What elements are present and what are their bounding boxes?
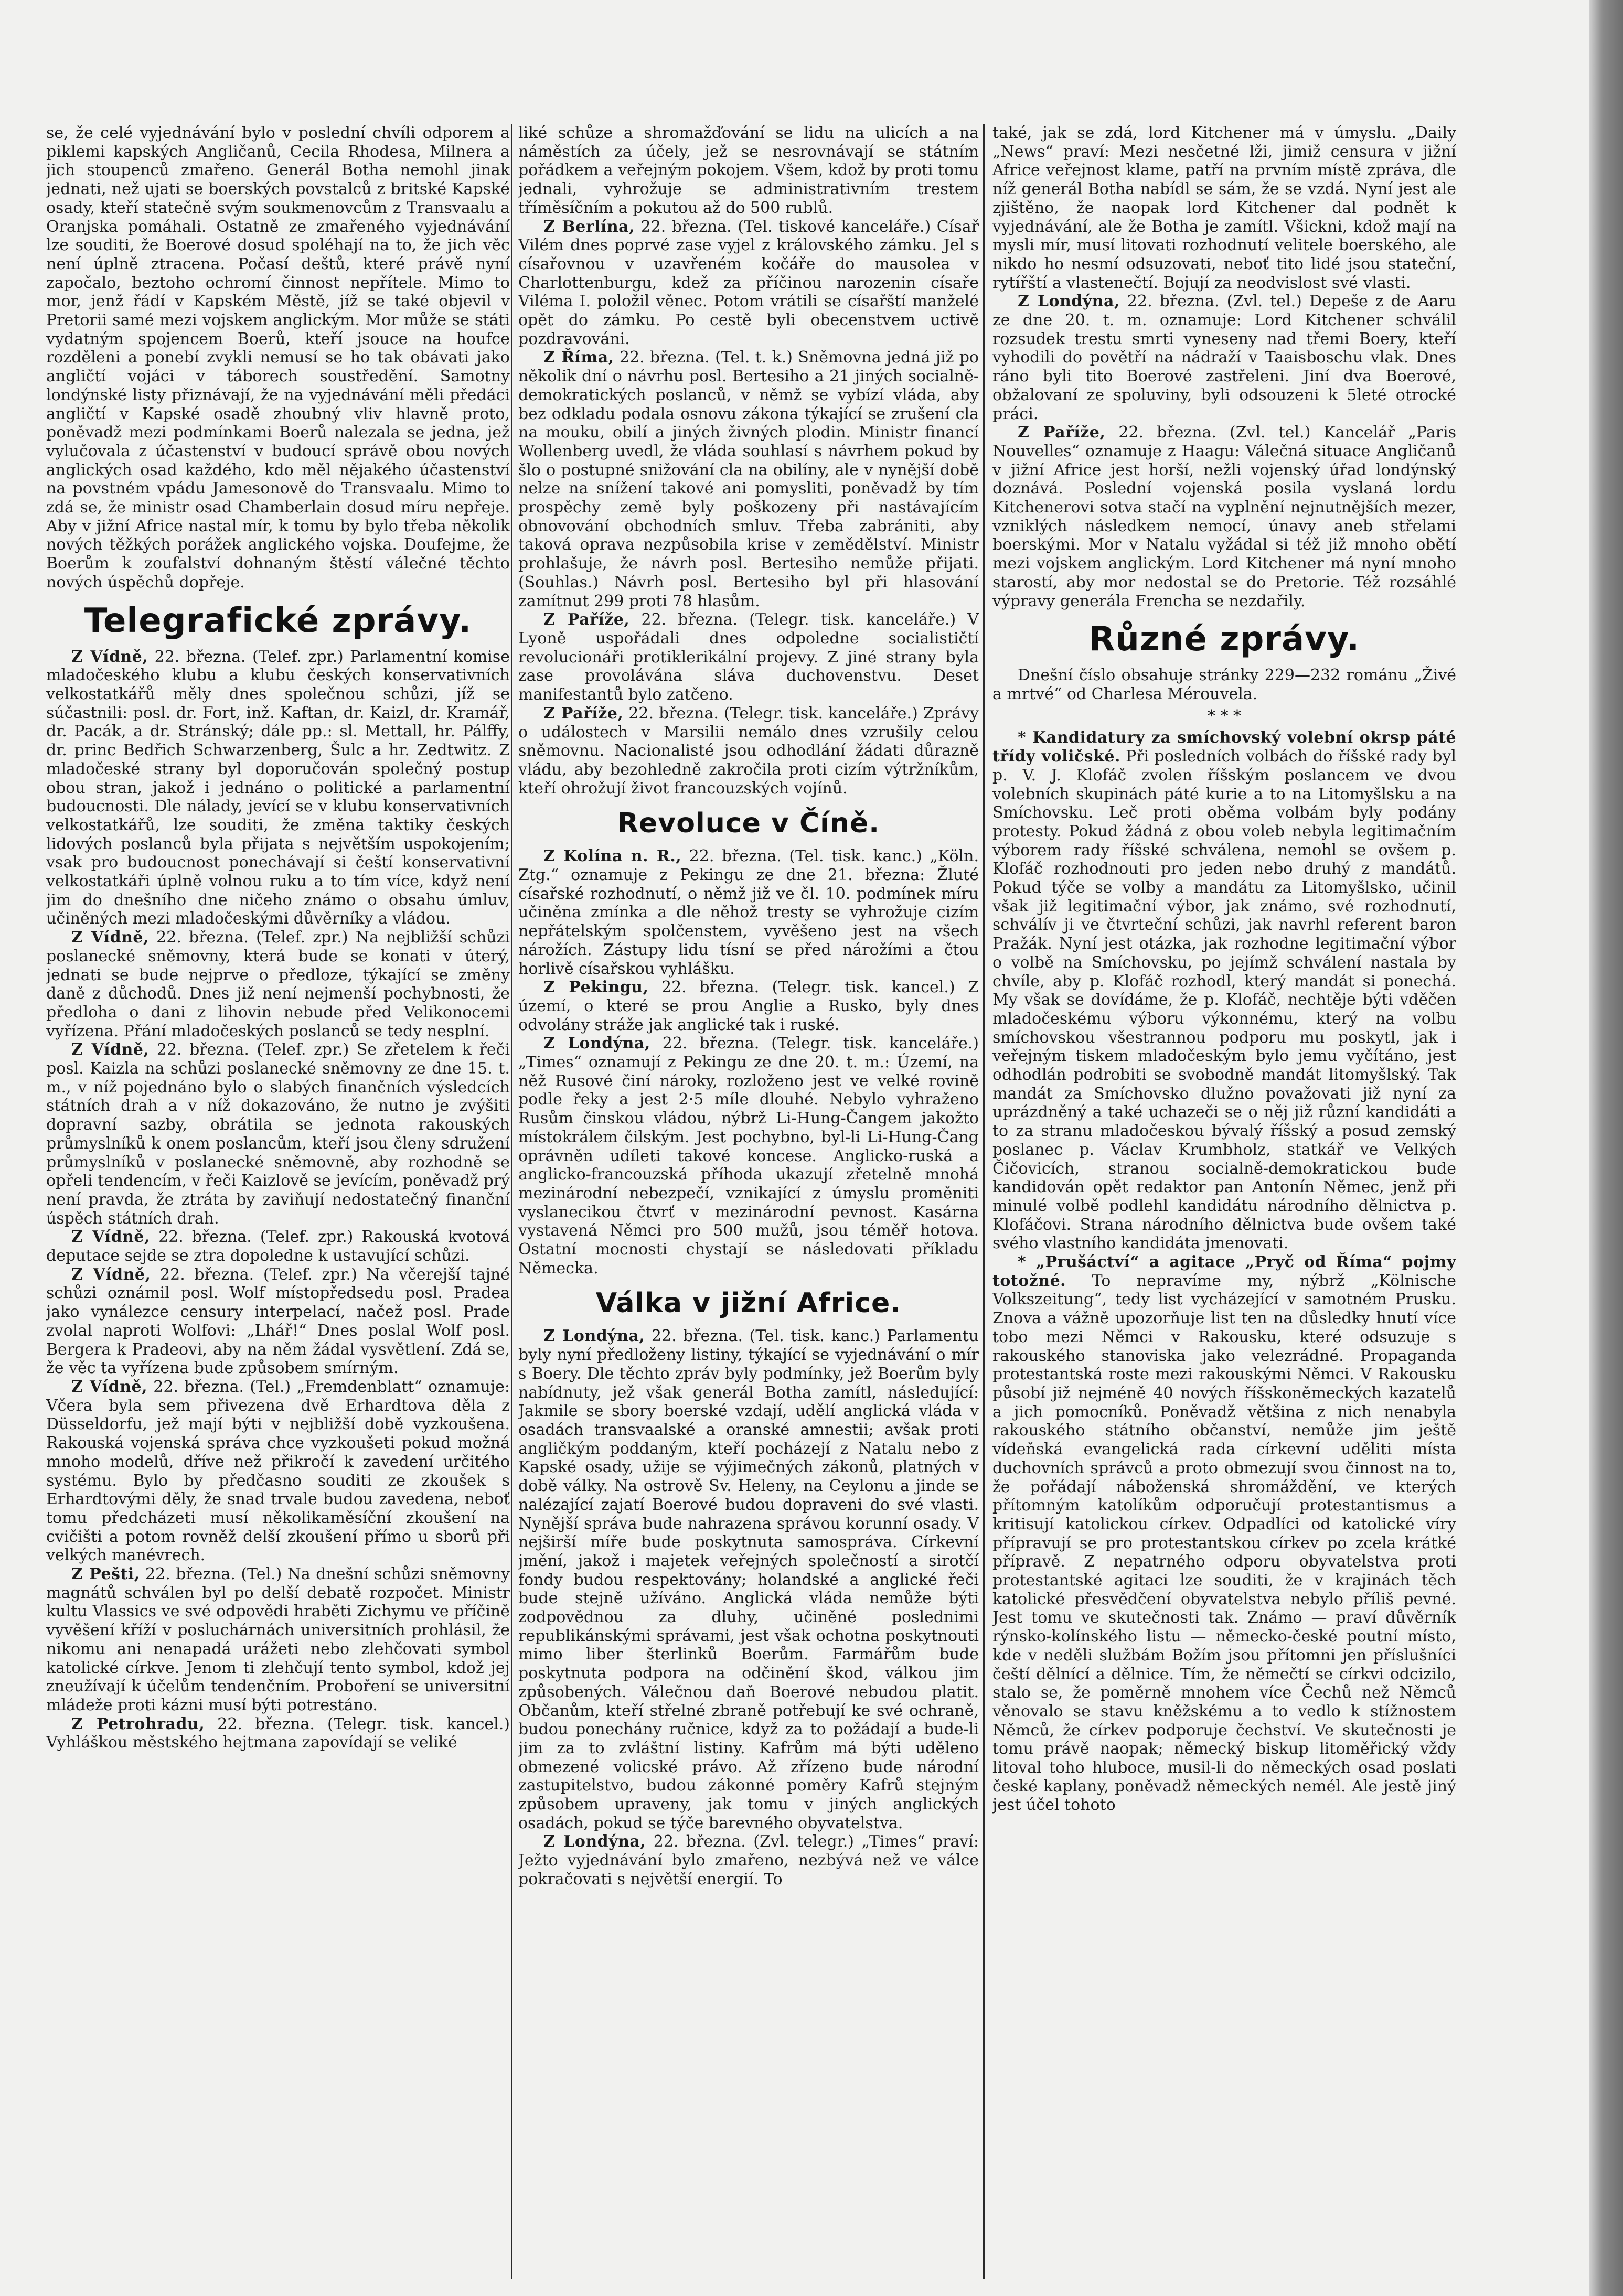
news-text: 22. března. (Telef. zpr.) Na nejbližší schůzi poslanecké sněmovny, která bude se konati v úterý, jednati se bude nejprve o předloze, týkající se změny daně z důchodů. Dnes již není nejmenší pochybnosti, že předloha o dani z lihovin nebude před Velikonocemi vyřízena. Přání mladočeských poslanců se tedy nesplní.	[46, 928, 510, 1040]
news-text: 22. března. (Telef. zpr.) Parlamentní komise mladočeského klubu a klubu českých konservativních velkostatkářů měly dnes společnou schůzi, jíž se súčastnili: posl. dr. Fort, inž. Kaftan, dr. Kaizl, dr. Kramář, dr. Pacák, a dr. Stránský; dále pp.: sl. Mettall, hr. Pálffy, dr. princ Bedřich Schwarzenberg, Šulc a hr. Zedtwitz. Z mladočeské strany byl doporučován společný postup obou stran, jakož i jednáno o politické a parlamentní budoucnosti. Dle nálady, jevící se v klubu konservativních velkostatkářů, lze souditi, že změna taktiky českých lidových poslanců byla přijata s největším uspokojením; vsak pro budoucnost ponechávají si čeští konservativní velkostatkáři úplně volnou ruku a to tím více, když není jim do dnešního dne ničeho známo o obsahu úmluv, učiněných mezi mladočeskými důvěrníky a vládou.	[46, 647, 510, 928]
news-text: 22. března. (Telegr. tisk. kancel.) Vyhláškou městského hejtmana zapovídají se veliké	[46, 1714, 510, 1752]
dateline: Z Říma,	[543, 348, 614, 367]
column-2	[518, 124, 979, 2279]
dateline: Z Paříže,	[543, 704, 624, 723]
news-item	[46, 928, 510, 1040]
news-text: 22. března. (Telegr. tisk. kanceláře.) „Times“ oznamují z Pekingu ze dne 20. t. m.: Území, na něž Rusové činí nároky, rozloženo jest ve velké rovině podle řeky a jest 2·5 míle dlouhé. Nebylo vyhraženo Rusům činskou vládou, nýbrž Li-Hung-Čangem jakožto místokrálem čilským. Jest pochybno, byl-li Li-Hung-Čang oprávněn udíleti takové koncese. Anglicko-ruská a anglicko-francouzská příhoda ukazují zřetelně mnohá mezinárodní nebezpečí, vznikající z úmyslu proměniti vyslanecikou čtvrť v mezinárodní pevnost. Kasárna vystavená Němci pro 500 mužů, jsou téměř hotova. Ostatní mocnosti chystají se následovati příkladu Německa.	[518, 1034, 979, 1278]
article-continuation: liké schůze a shromažďování se lidu na ulicích a na náměstích za účely, jež se nesrovnávají se státním pořádkem a veřejným pokojem. Všem, kdož by proti tomu jednali, vyhrožuje se administrativním trestem tříměsíčním a pokutou až do 500 rublů.	[518, 124, 979, 217]
news-item	[46, 1378, 510, 1565]
news-item	[518, 1327, 979, 1832]
news-text: 22. března. (Telef. zpr.) Rakouská kvotová deputace sejde se ztra dopoledne k ustavující schůzi.	[46, 1228, 510, 1265]
section-heading-telegraph: Telegrafické zprávy.	[84, 601, 472, 640]
news-text: 22. března. (Telef. zpr.) Na včerejší tajné schůzi oznámil posl. Wolf místopředsedu posl. Pradea jako vynálezce censury interpelací, načež posl. Prade zvolal naproti Wolfovi: „Lhář!“ Dnes poslal Wolf posl. Bergera k Pradeovi, aby na něm žádal vysvětlení. Zdá se, že věc ta vyřízena bude způsobem smírným.	[46, 1265, 510, 1378]
news-item	[518, 218, 979, 349]
news-text: Při posledních volbách do říšské rady byl p. V. J. Klofáč zvolen říšským poslancem ve dvou volebních skupinách páté kurie a to na Litomyšlsku a na Smíchovsku. Leč proti oběma volbám byly podány protesty. Pokud žádná z obou voleb nebyla legitimačním výborem rady říšské schválena, nemohl se ovšem p. Klofáč rozhodnouti pro jeden nebo druhý z mandátů. Pokud týče se volby a mandátu za Litomyšlsko, učinil však již legitimační výbor, jak známo, své rozhodnutí, schválív ji ve čtvrteční schůzi, jak navrhl referent baron Pražák. Nyní jest otázka, jak rozhodne legitimační výbor o volbě na Smíchovsku, po jejímž schválení nastala by chvíle, aby p. Klofáč rozhodl, který mandát si ponechá. My však se dovídáme, že p. Klofáč, nechtěje býti vděčen mladočeskému výboru výkonnému, který na volbu smíchovskou všestrannou podporu mu poskytl, jak i veřejným tiskem mladočeským bylo jemu vyčítáno, jest odhodlán podrobiti se svobodně mandát litomyšlský. Tak mandát za Smíchovsko dlužno považovati již nyní za uprázdněný a také uchazeči se o něj již různí kandidáti a to za stranu mladočeskou bývalý říšský a posud zemský poslanec p. Václav Krumbholz, statkář ve Velkých Čičovicích, stranou socialně-demokratickou bude kandidován opět redaktor pan Antonín Němec, jenž při minulé volbě podlehl kandidátu národního dělnictva p. Klofáčovi. Strana národního dělnictva bude ovšem také svého vlastního kandidáta jmenovati.	[992, 747, 1456, 1253]
dateline: Z Londýna,	[543, 1034, 650, 1053]
news-item	[518, 1034, 979, 1278]
article-continuation: také, jak se zdá, lord Kitchener má v úmyslu. „Daily „News“ praví: Mezi nesčetné lži, jimiž censura v jižní Africe veřejnost klame, patří na prvním místě zpráva, dle níž generál Botha nabídl se sám, že se vzdá. Nyní jest ale zjištěno, že naopak lord Kitchener dal podnět k vyjednávání, ale že Botha je zamítl. Všickni, kdož mají na mysli mír, musí litovati rozhodnutí velitele boerského, ale nikdo ho nesmí odsuzovati, neboť tito lidé jsou stateční, rytířští a vlastenečtí. Bojují za neodvislost své vlasti.	[992, 124, 1456, 292]
page-edge-shadow	[1589, 0, 1623, 2296]
dateline: Z Vídně,	[71, 1265, 151, 1284]
news-text: 22. března. (Telef. zpr.) Se zřetelem k řeči posl. Kaizla na schůzi poslanecké sněmovny ze dne 15. t. m., v níž pojednáno bylo o slabých finančních výsledcích státních drah a v níž dokazováno, že nutno je zvýšiti dopravní sazby, obrátila se jednota rakouských průmyslníků k onem poslancům, kteří jsou členy sdružení průmyslníků v poslanecké sněmovně, aby rozhodně se opřeli tendencím, v řeči Kaizlově se jevícím, poněvadž prý není pravda, že ztráta by zaviňují nedostatečný finanční úspěch státních drah.	[46, 1040, 510, 1228]
news-item	[46, 1715, 510, 1752]
news-item	[46, 1265, 510, 1378]
dateline: Z Berlína,	[543, 217, 635, 236]
news-item	[518, 704, 979, 798]
news-text: 22. března. (Zvl. tel.) Depeše z de Aaru ze dne 20. t. m. oznamuje: Lord Kitchener schválil rozsudek trestu smrti vyneseny nad třemi Boery, kteří vyhodili do povětří na nádraží v Taaisboschu vlak. Dnes ráno byli tito Boerové zastřeleni. Jiní dva Boerové, obžalovaní ze spoluviny, byli odsouzeni k 5leté otrocké práci.	[992, 292, 1456, 423]
column-3	[992, 124, 1456, 2279]
column-divider	[511, 124, 512, 2279]
section-heading-china: Revoluce v Číně.	[617, 808, 880, 840]
news-item	[46, 1040, 510, 1228]
news-item	[518, 610, 979, 704]
news-item	[992, 728, 1456, 1253]
news-item	[992, 423, 1456, 610]
dateline: Z Londýna,	[543, 1832, 646, 1851]
dateline: Z Paříže,	[1018, 423, 1106, 442]
news-item	[518, 348, 979, 610]
dateline: Z Kolína n. R.,	[543, 847, 682, 866]
dateline: Z Londýna,	[1018, 292, 1120, 311]
news-text: 22. března. (Tel.) „Fremdenblatt“ oznamuje: Včera byla sem přivezena dvě Erhardtova děla z Düsseldorfu, jež mají býti v nejbližší době vyzkoušena. Rakouská vojenská správa chce vyzkoušeti pokud možná mnoho modelů, dříve než přikročí k zavedení určitého systému. Bylo by předčasno souditi ze zkoušek s Erhardtovými děly, že snad trvale budou zavedena, neboť tomu předcházeti musí několikaměsíční zkoušení na cvičišti a potom rovněž delší zkoušení přímo u sborů při velkých manévrech.	[46, 1378, 510, 1565]
news-text: 22. března. (Telegr. tisk. kanceláře.) Zprávy o událostech v Marsilii nemálo dnes vzrušily celou sněmovnu. Nacionalisté jsou odhodlání žádati důrazně vládu, aby bezohledně zakročila proti cizím výtržníkům, kteří ohrožují život francouzských vojínů.	[518, 704, 979, 798]
news-item	[46, 648, 510, 929]
news-text: 22. března. (Tel. tiskové kanceláře.) Císař Vilém dnes poprvé zase vyjel z královského zámku. Jel s císařovnou v uzavřeném kočáře do mausolea v Charlottenburgu, kdež za příčinou narozenin císaře Viléma I. položil věnec. Potom vrátili se císařští manželé opět do zámku. Po cestě byli obecenstvem uctivě pozdravováni.	[518, 217, 979, 348]
news-text: 22. března. (Zvl. tel.) Kancelář „Paris Nouvelles“ oznamuje z Haagu: Válečná situace Angličanů v jižní Africe jest horší, nežli vojenský úřad londýnský doznává. Poslední vojenská posila vyslaná lordu Kitchenerovi sotva stačí na vyplnění nejnutnějších mezer, vzniklých následkem nemocí, únavy aneb střelami boerskými. Mor v Natalu vyžádal si též již mnoho obětí mezi vojskem anglickým. Lord Kitchener má nyní mnoho starostí, aby mor nedostal se do Pretorie. Též rozsáhlé výpravy generála Frencha se nezdařily.	[992, 423, 1456, 610]
separator-stars: * * *	[1207, 706, 1242, 725]
dateline: Z Vídně,	[71, 647, 148, 666]
column-divider	[983, 124, 985, 2279]
dateline: Z Vídně,	[71, 1378, 148, 1396]
news-item	[46, 1228, 510, 1265]
news-item	[518, 978, 979, 1034]
news-text: 22. března. (Tel. tisk. kanc.) „Köln. Ztg.“ oznamuje z Pekingu ze dne 21. března: Žluté císařské rozhodnutí, o němž již ve čl. 10. podmínek míru učiněna zmínka a dle něhož tresty se vyhrožuje cizím nepřátelským spolčenstem, vyvěšeno jest na všech nárožích. Zástupy lidu tísní se před nárožími a čtou horlivě císařskou vyhlášku.	[518, 847, 979, 978]
dateline: Z Pekingu,	[543, 978, 649, 997]
dateline: Z Pešti,	[71, 1565, 140, 1584]
item-title: * „Prušáctví“ a agitace „Pryč od Říma“ pojmy totožné.	[992, 1253, 1456, 1290]
dateline: Z Vídně,	[71, 1040, 150, 1059]
news-item	[992, 292, 1456, 423]
news-text: 22. března. (Tel. t. k.) Sněmovna jedná již po několik dní o návrhu posl. Bertesiho a 21 jiných socialně-demokratických poslanců, v němž se vybízí vláda, aby bez odkladu podala osnovu zákona týkající se zrušení cla na mouku, obilí a jiných živných plodin. Ministr financí Wollenberg uvedl, že vláda souhlasí s návrhem pokud by šlo o postupné snižování cla na obilíny, ale v nynější době nelze na snížení takové ani pomysliti, poněvadž by tím prospěchy země byly poškozeny při nastávajícím obnovování obchodních smluv. Třeba zabrániti, aby taková oprava nezpůsobila krise v zemědělství. Ministr prohlašuje, že návrh posl. Bertesiho nemůže přijati. (Souhlas.) Návrh posl. Bertesiho byl při hlasování zamítnut 299 proti 78 hlasům.	[518, 348, 979, 610]
news-text: 22. března. (Zvl. telegr.) „Times“ praví: Ježto vyjednávání bylo zmařeno, nezbývá než ve válce pokračovati s největší energií. To	[518, 1832, 979, 1889]
dateline: Z Petrohradu,	[71, 1714, 205, 1733]
item-title: * Kandidatury za smíchovský volební okrsp páté třídy voličské.	[992, 728, 1456, 766]
section-heading-africa: Válka v jižní Africe.	[595, 1288, 902, 1319]
news-item	[518, 1832, 979, 1889]
news-item	[992, 1253, 1456, 1815]
news-text: To nepravíme my, nýbrž „Kölnische Volkszeitung“, tedy list vycházející v samotném Prusku. Znova a vážně upozorňuje list ten na důsledky hnutí více tobo mezi Němci v Rakousku, které odsuzuje s rakouského stanoviska jako velezrádné. Propaganda protestantská roste mezi rakouskými Němci. V Rakousku působí již nejméně 40 nových říšskoněmeckých kazatelů a jich pomocníků. Poněvadž většina z nich nenabyla rakouského státního občanství, nemůže jim ještě vídeňská evangelická rada církevní uděliti místa duchovních správců a proto obmezují svou činnost na to, že pořádají náboženská shromáždění, ve kterých přítomným katolíkům odporučují protestantismus a kritisují katolickou církev. Odpadlíci od katolické víry přípravují se pro protestantskou církev po zcela krátké přípravě. Z nepatrného odporu obyvatelstva proti protestantské agitaci lze souditi, že v krajinách těch katolické přesvědčení obyvatelstva nebylo příliš pevné. Jest tomu ve skutečnosti tak. Známo — praví důvěrník rýnsko-kolínského listu — německo-české poutní místo, kde v neděli službám Božím jsou přítomni jen příslušníci čeští dělnící a dělnice. Tím, že němečtí se církvi odcizilo, stalo se, že poměrně mnohem více Čechů než Němců věnovalo se stavu kněžskému a to vedlo k stížnostem Němců, že církev podporuje čechství. Ve skutečnosti je tomu právě naopak; německý biskup litoměřický vždy litoval toho hluboce, musil-li do německých osad poslati české kaplany, poněvadž německých nemél. Ale jestě jiný jest účel tohoto	[992, 1271, 1456, 1815]
column-1	[46, 124, 510, 2279]
news-text: 22. března. (Telegr. tisk. kanceláře.) V Lyoně uspořádali dnes odpoledne socialističtí revolucionáři protiklerikální projevy. Z jiné strany byla zase provolávána sláva duchovenstvu. Deset manifestantů bylo zatčeno.	[518, 610, 979, 704]
dateline: Z Vídně,	[71, 928, 149, 947]
news-text: 22. března. (Tel.) Na dnešní schůzi sněmovny magnátů schválen byl po delší debatě rozpočet. Ministr kultu Vlassics ve své odpovědi hraběti Zichymu ve příčině vyvěšení kříží v posluchárnách universitních prohlásil, že nikomu ani nenapadá urážeti nebo zlehčovati symbol katolické církve. Jenom ti zlehčují tento symbol, kdož jej zneužívají k účelům tendenčním. Proboření se universitní mládeže proti kázni musí býti potrestáno.	[46, 1565, 510, 1714]
news-text: 22. března. (Tel. tisk. kanc.) Parlamentu byly nyní předloženy listiny, týkající se vyjednávání o mír s Boery. Dle těchto zpráv byly podmínky, jež Boerům byly nabídnuty, jež však generál Botha zamítl, následující: Jakmile se sbory boerské vzdají, udělí anglická vláda v osadách transvaalské a oranské amnestii; avšak proti angličkým poddaným, kteří pocházejí z Natalu nebo z Kapské osady, užije se výjimečných zákonů, platných v době války. Na ostrově Sv. Heleny, na Ceylonu a jinde se nalézající zajatí Boerové budou dopraveni do své vlasti. Nynější správa bude nahrazena správou korunní osady. V nejširší míře bude poskytnuta samospráva. Církevní jmění, jakož i majetek veřejných společností a sirotčí fondy budou respektovány; holandské a anglické řeči bude stejně užíváno. Anglická vláda nemůže býti zodpovědnou za dluhy, učiněné poslednimi republikánskými správami, jest však ochotna poskytnouti mimo liber šterlinků Boerům. Farmářům bude poskytnuta podpora na odčinění škod, válkou jim způsobených. Válečnou daň Boerové nebudou platit. Občanům, kteří střelné zbraně potřebují ke své ochraně, budou ponechány ručnice, když za to požádají a bude-li jim za to zvláštní listiny. Kafrům má býti uděleno obmezené volicské právo. Až zřízeno bude národní zastupitelstvo, budou zákonné poměry Kafrů stejným způsobem upraveny, jak tomu v jiných anglických osadách, pokud se týče barevného obyvatelstva.	[518, 1327, 979, 1832]
article-continuation: se, že celé vyjednávání bylo v poslední chvíli odporem a piklemi kapských Angličanů, Cecila Rhodesa, Milnera a jich stoupenců zmařeno. Generál Botha nemohl jinak jednati, než ujati se boerských povstalců z britské Kapské osady, kteří statečně svým soukmenovcům z Transvaalu a Oranjska pomáhali. Ostatně ze zmařeného vyjednávání lze souditi, že Boerové dosud spoléhají na to, že jich věc není úplně ztracena. Počasí deštů, které právě nyní započalo, beztoho ochromí činnost nepřítele. Mimo to mor, jenž řádí v Kapském Městě, jíž se také objevil v Pretorii samé mezi vojskem anglickým. Mor může se státi vydatným spojencem Boerů, kteří jsouce na houfce rozděleni a ponebí zvykli nemusí se ho tak obávati jako angličtí vojáci v táborech soustředění. Samotny londýnské listy přiznávají, že na vyjednávání měli předáci angličtí v Kapské osadě zhoubný vliv hlavně proto, poněvadž mezi podmínkami Boerů nalezala se jedna, jež vylučovala z účastenství v budoucí správě obou nových anglických osad každého, kdo měl nějakého účastenství na povstném vpádu Jamesonově do Transvaalu. Mimo to zdá se, že ministr osad Chamberlain dosud míru nepřeje. Aby v jižní Africe nastal mír, k tomu by bylo třeba několik nových těžkých porážek anglického vojska. Doufejme, že Boerům k zoufalství dohnaným štěstí válečné těchto nových úspěchů dopřeje.	[46, 124, 510, 592]
notice: Dnešní číslo obsahuje stránky 229—232 románu „Živé a mrtvé“ od Charlesa Mérouvela.	[992, 666, 1456, 703]
news-item	[46, 1565, 510, 1715]
dateline: Z Londýna,	[543, 1327, 645, 1346]
dateline: Z Vídně,	[71, 1228, 150, 1247]
news-item	[518, 847, 979, 978]
dateline: Z Paříže,	[543, 610, 630, 629]
news-text: 22. března. (Telegr. tisk. kancel.) Z území, o které se prou Anglie a Rusko, byly dnes odvolány stráže jak anglické tak i ruské.	[518, 978, 979, 1034]
section-heading-various: Různé zprávy.	[1088, 620, 1360, 659]
